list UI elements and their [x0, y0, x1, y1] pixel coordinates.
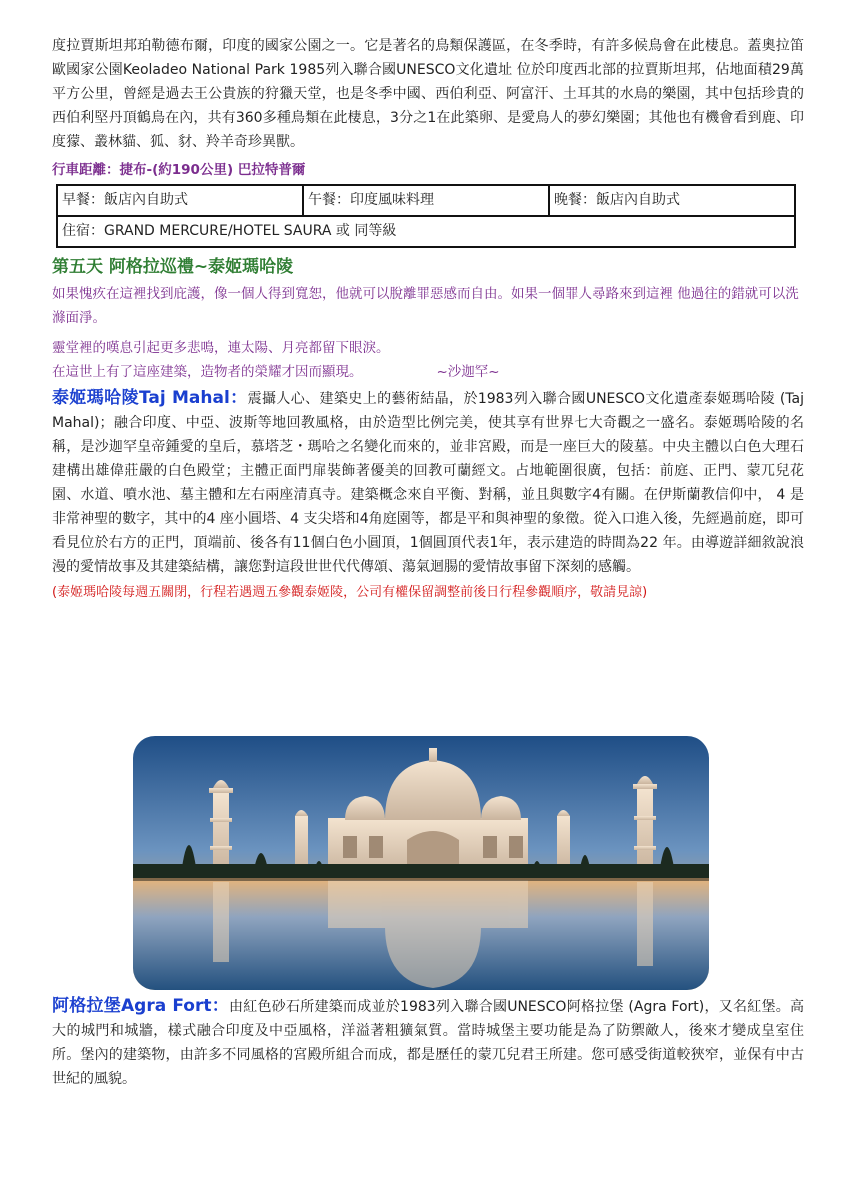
agra-fort-body: 由紅色砂石所建築而成並於1983列入聯合國UNESCO阿格拉堡 (Agra Fort)，又名紅堡。高大的城門和城牆，樣式融合印度及中亞風格，洋溢著粗獷氣質。當時城堡主要功能是為了防禦敵人，後來才變成皇室住所。堡內的建築物，由許多不同風格的宮殿所組合而成，都是歷任的蒙兀兒君王所建。您可感受街道較狹窄，並保有中古世紀的風貌。	[52, 999, 804, 1087]
dinner-cell: 晚餐：飯店內自助式	[549, 185, 795, 216]
breakfast-cell: 早餐：飯店內自助式	[57, 185, 303, 216]
meal-table	[56, 184, 796, 248]
taj-mahal-heading: 泰姬瑪哈陵Taj Mahal：	[52, 388, 248, 408]
poem-line-1: 如果愧疚在這裡找到庇護，像一個人得到寬恕，他就可以脫離罪惡感而自由。如果一個罪人尋路來到這裡 他過往的錯就可以洗滌面淨。	[52, 286, 799, 326]
taj-mahal-body: 震攝人心、建築史上的藝術結晶，於1983列入聯合國UNESCO文化遺產泰姬瑪哈陵 (Taj Mahal)；融合印度、中亞、波斯等地回教風格，由於造型比例完美，使其享有世界七大奇觀之一盛名。泰姬瑪哈陵的名稱，是沙迦罕皇帝鍾愛的皇后，慕塔芝・瑪哈之名變化而來的，並非宮殿，而是一座巨大的陵墓。中央主體以白色大理石建構出雄偉莊嚴的白色殿堂；主體正面門扉裝飾著優美的回教可蘭經文。占地範圍很廣，包括：前庭、正門、蒙兀兒花園、水道、噴水池、墓主體和左右兩座清真寺。建築概念來自平衡、對稱，並且與數字4有關。在伊斯蘭教信仰中， 4 是非常神聖的數字，其中的4 座小圓塔、4 支尖塔和4角庭園等，都是平和與神聖的象徵。從入口進入後，先經過前庭，即可看見位於右方的正門，頂端前、後各有11個白色小圓頂，1個圓頂代表1年，表示建造的時間為22 年。由導遊詳細敘說浪漫的愛情故事及其建築結構，讓您對這段世世代代傳頌、蕩氣迴腸的愛情故事留下深刻的感觸。	[52, 391, 804, 575]
lunch-cell: 午餐：印度風味料理	[303, 185, 549, 216]
agra-fort-section	[52, 994, 804, 1091]
hotel-cell: 住宿：GRAND MERCURE/HOTEL SAURA 或 同等級	[57, 216, 795, 247]
agra-fort-description	[52, 994, 804, 1091]
agra-fort-heading: 阿格拉堡Agra Fort：	[52, 996, 229, 1016]
friday-closure-notice: (泰姬瑪哈陵每週五關閉，行程若遇週五參觀泰姬陵，公司有權保留調整前後日行程參觀順序，敬請見諒)	[52, 585, 648, 600]
taj-mahal-description	[52, 386, 804, 579]
taj-mahal-photo	[133, 736, 709, 990]
itinerary-page	[52, 34, 804, 603]
driving-distance: 行車距離：捷布-(約190公里) 巴拉特普爾	[52, 162, 306, 178]
day-five-title: 第五天 阿格拉巡禮~泰姬瑪哈陵	[52, 257, 294, 277]
poem-line-3	[52, 360, 804, 384]
poem-line-3-text: 在這世上有了這座建築，造物者的榮耀才因而顯現。	[52, 364, 363, 380]
poem-attribution: ~沙迦罕~	[436, 364, 500, 380]
poem-line-2: 靈堂裡的嘆息引起更多悲鳴，連太陽、月亮都留下眼淚。	[52, 340, 390, 356]
bharatpur-description: 度拉賈斯坦邦珀勒德布爾，印度的國家公園之一。它是著名的鳥類保護區，在冬季時，有許多候鳥會在此棲息。蓋奧拉笛歐國家公園Keoladeo National Park 1985列入聯合國UNESCO文化遺址 位於印度西北部的拉賈斯坦邦，佔地面積29萬平方公里，曾經是過去王公貴族的狩獵天堂，也是冬季中國、西伯利亞、阿富汗、土耳其的水鳥的樂園，其中包括珍貴的西伯利堅丹頂鶴鳥在內，共有360多種鳥類在此棲息，3分之1在此築卵、是愛鳥人的夢幻樂園；其他也有機會看到鹿、印度獴、叢林貓、狐、豺、羚羊奇珍異獸。	[52, 38, 804, 150]
